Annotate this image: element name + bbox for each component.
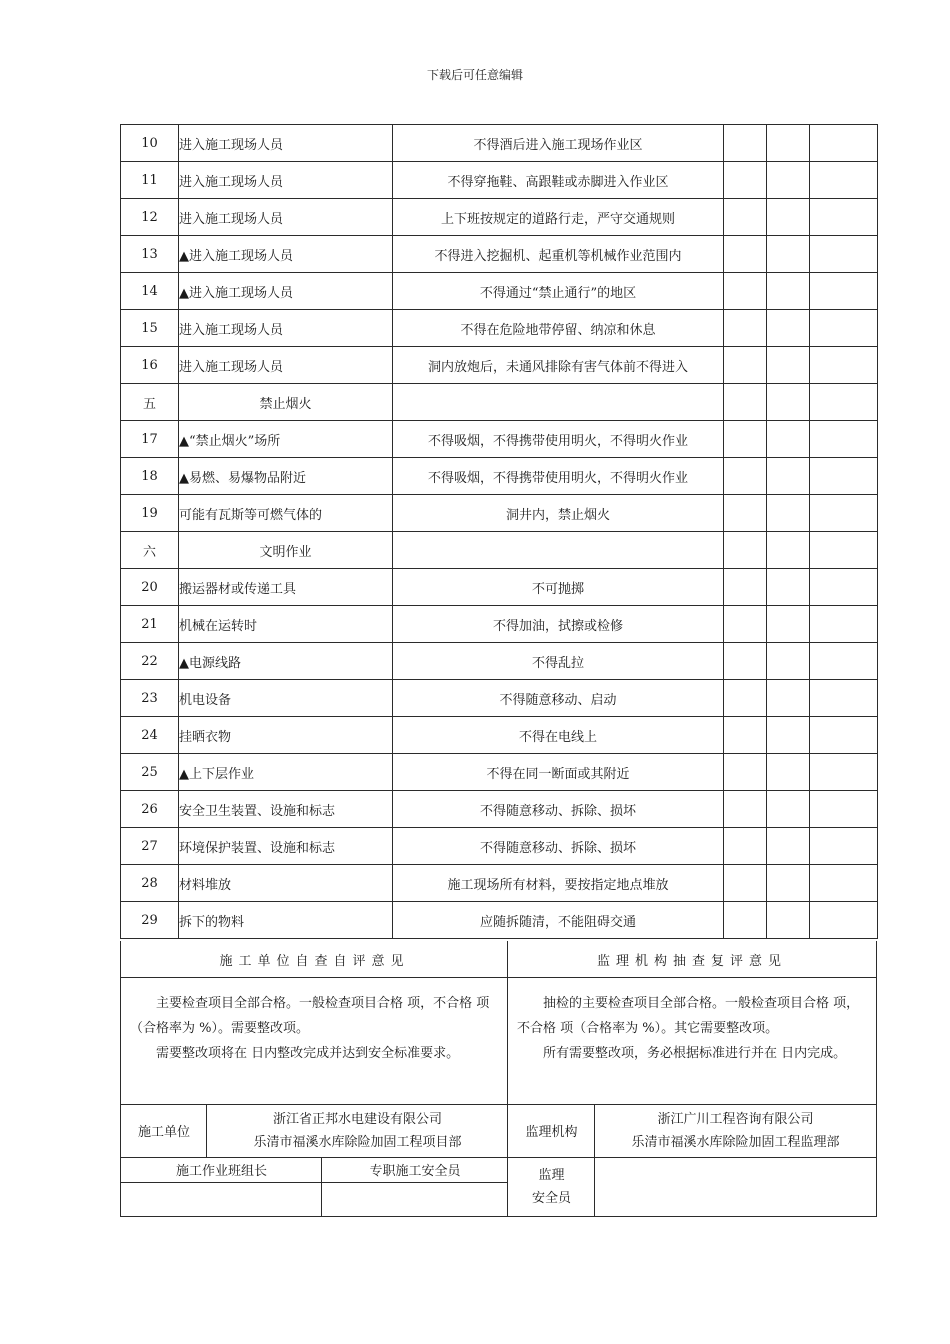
remark-cell[interactable] <box>810 865 878 902</box>
row-number: 17 <box>121 421 179 458</box>
check-cell-a[interactable] <box>724 902 767 939</box>
row-number: 10 <box>121 125 179 162</box>
check-cell-b[interactable] <box>767 606 810 643</box>
section-title: 文明作业 <box>179 532 393 569</box>
row-requirement: 不得吸烟，不得携带使用明火，不得明火作业 <box>393 458 724 495</box>
remark-cell[interactable] <box>810 310 878 347</box>
section-title: 禁止烟火 <box>179 384 393 421</box>
row-number: 23 <box>121 680 179 717</box>
remark-cell[interactable] <box>810 273 878 310</box>
row-item: ▲进入施工现场人员 <box>179 236 393 273</box>
construction-unit-label-cell <box>120 1104 207 1158</box>
check-cell-a[interactable] <box>724 680 767 717</box>
row-item: 机电设备 <box>179 680 393 717</box>
self-eval-line1: 主要检查项目全部合格。一般检查项目合格 项，不合格 项（合格率为 %）。需要整改项。 <box>130 996 490 1036</box>
row-item: 可能有瓦斯等可燃气体的 <box>179 495 393 532</box>
row-number: 29 <box>121 902 179 939</box>
row-requirement <box>393 384 724 421</box>
check-cell-a[interactable] <box>724 199 767 236</box>
table-row <box>121 717 878 754</box>
check-cell-a[interactable] <box>724 495 767 532</box>
row-number: 18 <box>121 458 179 495</box>
supervision-unit-org2: 乐清市福溪水库除险加固工程监理部 <box>631 1134 840 1150</box>
table-row <box>121 384 878 421</box>
check-cell-a[interactable] <box>724 828 767 865</box>
check-cell-b[interactable] <box>767 236 810 273</box>
row-number: 12 <box>121 199 179 236</box>
check-cell-b[interactable] <box>767 384 810 421</box>
row-number: 15 <box>121 310 179 347</box>
remark-cell[interactable] <box>810 791 878 828</box>
check-cell-b[interactable] <box>767 680 810 717</box>
check-cell-a[interactable] <box>724 865 767 902</box>
row-item: ▲“禁止烟火”场所 <box>179 421 393 458</box>
row-number: 13 <box>121 236 179 273</box>
row-number: 24 <box>121 717 179 754</box>
table-row <box>121 273 878 310</box>
check-cell-a[interactable] <box>724 717 767 754</box>
row-number: 27 <box>121 828 179 865</box>
table-row <box>121 828 878 865</box>
row-number: 26 <box>121 791 179 828</box>
row-item: 安全卫生装置、设施和标志 <box>179 791 393 828</box>
table-row <box>121 680 878 717</box>
row-requirement: 不得酒后进入施工现场作业区 <box>393 125 724 162</box>
table-row <box>121 865 878 902</box>
table-row <box>121 458 878 495</box>
row-item: 搬运器材或传递工具 <box>179 569 393 606</box>
check-cell-b[interactable] <box>767 902 810 939</box>
remark-cell[interactable] <box>810 421 878 458</box>
row-requirement <box>393 532 724 569</box>
check-cell-b[interactable] <box>767 273 810 310</box>
check-cell-b[interactable] <box>767 828 810 865</box>
row-number: 22 <box>121 643 179 680</box>
construction-unit-org <box>206 1104 508 1158</box>
row-number: 16 <box>121 347 179 384</box>
row-requirement: 不得吸烟，不得携带使用明火，不得明火作业 <box>393 421 724 458</box>
checklist-body <box>121 125 878 939</box>
row-requirement: 不得穿拖鞋、高跟鞋或赤脚进入作业区 <box>393 162 724 199</box>
check-cell-b[interactable] <box>767 458 810 495</box>
table-row <box>121 162 878 199</box>
construction-unit-org1: 浙江省正邦水电建设有限公司 <box>272 1111 442 1127</box>
row-requirement: 不得随意移动、启动 <box>393 680 724 717</box>
table-row <box>121 125 878 162</box>
safety-officer-label-cell <box>321 1157 508 1183</box>
check-cell-a[interactable] <box>724 125 767 162</box>
remark-cell[interactable] <box>810 384 878 421</box>
check-cell-b[interactable] <box>767 310 810 347</box>
check-cell-b[interactable] <box>767 532 810 569</box>
row-item: 进入施工现场人员 <box>179 199 393 236</box>
review-title-cell <box>507 941 877 978</box>
supervisor-label-line2: 安全员 <box>531 1190 571 1206</box>
supervision-unit-label: 监理机构 <box>525 1125 578 1140</box>
supervision-unit-org1: 浙江广川工程咨询有限公司 <box>657 1111 814 1127</box>
check-cell-a[interactable] <box>724 569 767 606</box>
remark-cell[interactable] <box>810 680 878 717</box>
check-cell-b[interactable] <box>767 199 810 236</box>
row-item: 材料堆放 <box>179 865 393 902</box>
self-eval-title: 施工单位自查自评意见 <box>219 953 410 969</box>
table-row <box>121 310 878 347</box>
row-item: 进入施工现场人员 <box>179 125 393 162</box>
table-row <box>121 754 878 791</box>
self-eval-opinion <box>120 977 508 1105</box>
construction-unit-org2: 乐清市福溪水库除险加固工程项目部 <box>253 1134 462 1150</box>
check-cell-a[interactable] <box>724 643 767 680</box>
row-number: 28 <box>121 865 179 902</box>
table-row <box>121 791 878 828</box>
check-cell-a[interactable] <box>724 273 767 310</box>
safety-officer-signature-field[interactable] <box>321 1182 508 1217</box>
remark-cell[interactable] <box>810 754 878 791</box>
remark-cell[interactable] <box>810 828 878 865</box>
row-item: 拆下的物料 <box>179 902 393 939</box>
row-item: 环境保护装置、设施和标志 <box>179 828 393 865</box>
row-item: ▲电源线路 <box>179 643 393 680</box>
row-item: 进入施工现场人员 <box>179 162 393 199</box>
check-cell-a[interactable] <box>724 791 767 828</box>
table-row <box>121 569 878 606</box>
row-number: 21 <box>121 606 179 643</box>
row-requirement: 不可抛掷 <box>393 569 724 606</box>
supervisor-signature-field[interactable] <box>594 1157 877 1217</box>
row-requirement: 不得随意移动、拆除、损坏 <box>393 791 724 828</box>
page-header-note: 下载后可任意编辑 <box>426 68 523 82</box>
team-leader-label-cell <box>120 1157 322 1183</box>
check-cell-a[interactable] <box>724 532 767 569</box>
self-eval-line2: 需要整改项将在 日内整改完成并达到安全标准要求。 <box>156 1046 460 1061</box>
check-cell-a[interactable] <box>724 606 767 643</box>
table-row <box>121 902 878 939</box>
supervision-unit-org <box>594 1104 877 1158</box>
review-line2: 所有需要整改项，务必根据标准进行并在 日内完成。 <box>543 1046 847 1061</box>
remark-cell[interactable] <box>810 347 878 384</box>
check-cell-b[interactable] <box>767 495 810 532</box>
table-row <box>121 421 878 458</box>
row-requirement: 施工现场所有材料，要按指定地点堆放 <box>393 865 724 902</box>
row-item: 进入施工现场人员 <box>179 347 393 384</box>
row-number: 20 <box>121 569 179 606</box>
review-line1: 抽检的主要检查项目全部合格。一般检查项目合格 项，不合格 项（合格率为 %）。其它需要整改项。 <box>517 996 860 1036</box>
remark-cell[interactable] <box>810 532 878 569</box>
table-row <box>121 347 878 384</box>
row-item: 进入施工现场人员 <box>179 310 393 347</box>
row-number: 14 <box>121 273 179 310</box>
row-requirement: 不得在危险地带停留、纳凉和休息 <box>393 310 724 347</box>
check-cell-a[interactable] <box>724 236 767 273</box>
check-cell-a[interactable] <box>724 347 767 384</box>
row-requirement: 不得进入挖掘机、起重机等机械作业范围内 <box>393 236 724 273</box>
table-row <box>121 643 878 680</box>
row-requirement: 应随拆随清，不能阻碍交通 <box>393 902 724 939</box>
remark-cell[interactable] <box>810 458 878 495</box>
row-requirement: 不得在同一断面或其附近 <box>393 754 724 791</box>
check-cell-b[interactable] <box>767 569 810 606</box>
check-cell-b[interactable] <box>767 717 810 754</box>
construction-unit-label: 施工单位 <box>137 1125 190 1140</box>
row-requirement: 洞内放炮后，未通风排除有害气体前不得进入 <box>393 347 724 384</box>
checklist-table <box>120 124 878 939</box>
row-item: ▲易燃、易爆物品附近 <box>179 458 393 495</box>
row-requirement: 不得乱拉 <box>393 643 724 680</box>
remark-cell[interactable] <box>810 125 878 162</box>
review-opinion <box>507 977 877 1105</box>
safety-officer-label: 专职施工安全员 <box>369 1164 461 1179</box>
team-leader-signature-field[interactable] <box>120 1182 322 1217</box>
remark-cell[interactable] <box>810 643 878 680</box>
remark-cell[interactable] <box>810 902 878 939</box>
check-cell-a[interactable] <box>724 162 767 199</box>
check-cell-a[interactable] <box>724 754 767 791</box>
review-title: 监理机构抽查复评意见 <box>596 953 787 969</box>
row-number: 11 <box>121 162 179 199</box>
row-requirement: 洞井内，禁止烟火 <box>393 495 724 532</box>
check-cell-a[interactable] <box>724 384 767 421</box>
row-requirement: 上下班按规定的道路行走，严守交通规则 <box>393 199 724 236</box>
row-number: 19 <box>121 495 179 532</box>
row-requirement: 不得通过“禁止通行”的地区 <box>393 273 724 310</box>
check-cell-b[interactable] <box>767 125 810 162</box>
table-row <box>121 199 878 236</box>
check-cell-b[interactable] <box>767 643 810 680</box>
check-cell-a[interactable] <box>724 310 767 347</box>
row-item: ▲进入施工现场人员 <box>179 273 393 310</box>
supervisor-label-line1: 监理 <box>538 1167 565 1183</box>
remark-cell[interactable] <box>810 495 878 532</box>
check-cell-b[interactable] <box>767 162 810 199</box>
row-requirement: 不得随意移动、拆除、损坏 <box>393 828 724 865</box>
check-cell-b[interactable] <box>767 865 810 902</box>
row-item: 挂晒衣物 <box>179 717 393 754</box>
table-row <box>121 236 878 273</box>
remark-cell[interactable] <box>810 162 878 199</box>
remark-cell[interactable] <box>810 569 878 606</box>
check-cell-a[interactable] <box>724 458 767 495</box>
check-cell-b[interactable] <box>767 754 810 791</box>
table-row <box>121 606 878 643</box>
remark-cell[interactable] <box>810 717 878 754</box>
row-requirement: 不得在电线上 <box>393 717 724 754</box>
supervisor-safety-label-cell <box>507 1157 595 1217</box>
row-requirement: 不得加油，拭擦或检修 <box>393 606 724 643</box>
team-leader-label: 施工作业班组长 <box>175 1164 267 1179</box>
check-cell-b[interactable] <box>767 347 810 384</box>
check-cell-b[interactable] <box>767 421 810 458</box>
row-item: 机械在运转时 <box>179 606 393 643</box>
table-row <box>121 532 878 569</box>
remark-cell[interactable] <box>810 199 878 236</box>
row-number: 六 <box>121 532 179 569</box>
row-item: ▲上下层作业 <box>179 754 393 791</box>
remark-cell[interactable] <box>810 236 878 273</box>
self-eval-title-cell <box>120 941 508 978</box>
remark-cell[interactable] <box>810 606 878 643</box>
supervision-unit-label-cell <box>507 1104 595 1158</box>
row-number: 五 <box>121 384 179 421</box>
evaluation-section <box>120 941 877 1217</box>
row-number: 25 <box>121 754 179 791</box>
check-cell-a[interactable] <box>724 421 767 458</box>
check-cell-b[interactable] <box>767 791 810 828</box>
table-row <box>121 495 878 532</box>
